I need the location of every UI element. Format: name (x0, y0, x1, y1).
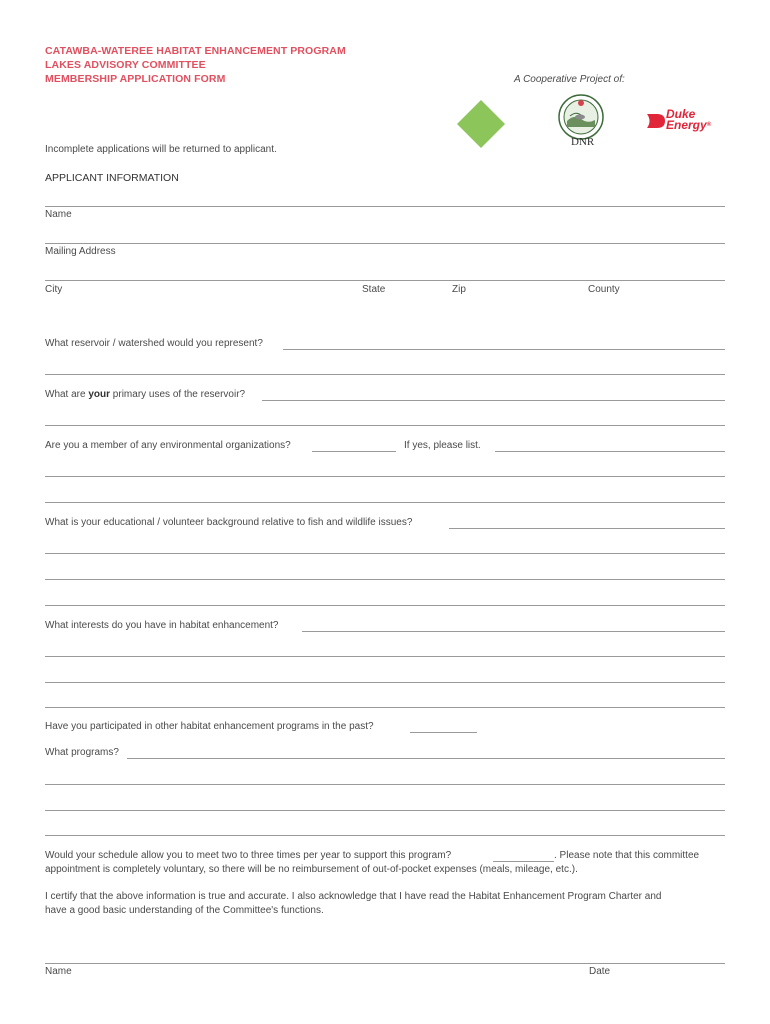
schedule-field[interactable] (493, 848, 554, 860)
background-question: What is your educational / volunteer background relative to fish and wildlife issues? (45, 517, 413, 528)
reservoir-question: What reservoir / watershed would you represent? (45, 338, 263, 349)
incomplete-notice: Incomplete applications will be returned to applicant. (45, 144, 277, 155)
programs-line (127, 758, 725, 759)
section-title: APPLICANT INFORMATION (45, 172, 179, 184)
programs-field-2[interactable] (45, 771, 725, 783)
certify-text-2: have a good basic understanding of the Committee's functions. (45, 905, 324, 916)
background-field-3[interactable] (45, 566, 725, 578)
uses-question: What are your primary uses of the reservoir? (45, 389, 246, 400)
reservoir-field-2[interactable] (45, 361, 725, 373)
org-list-line-2 (45, 476, 725, 477)
signature-name-field[interactable] (45, 950, 575, 962)
participated-field[interactable] (410, 719, 477, 731)
mailing-address-field[interactable] (45, 230, 725, 242)
signature-date-field[interactable] (589, 950, 725, 962)
schedule-line (493, 861, 554, 862)
background-line-3 (45, 579, 725, 580)
interests-field-2[interactable] (45, 643, 725, 655)
interests-field[interactable] (302, 618, 725, 630)
interests-line-2 (45, 656, 725, 657)
background-field[interactable] (449, 515, 725, 527)
programs-line-4 (45, 835, 725, 836)
county-field[interactable] (588, 267, 725, 279)
duke-energy-flame-icon (643, 110, 667, 132)
mailing-address-line (45, 243, 725, 244)
programs-field[interactable] (127, 745, 725, 757)
interests-line (302, 631, 725, 632)
background-line-2 (45, 553, 725, 554)
name-label: Name (45, 209, 72, 220)
if-yes-label: If yes, please list. (404, 440, 481, 451)
dnr-seal-icon (558, 94, 604, 140)
interests-field-4[interactable] (45, 694, 725, 706)
mailing-address-label: Mailing Address (45, 246, 116, 257)
cooperative-label: A Cooperative Project of: (514, 74, 625, 85)
member-answer-field[interactable] (312, 438, 396, 450)
green-diamond-logo (457, 100, 505, 148)
form-title: MEMBERSHIP APPLICATION FORM (45, 73, 226, 85)
interests-field-3[interactable] (45, 669, 725, 681)
org-list-field-2[interactable] (45, 463, 725, 475)
org-list-field-3[interactable] (45, 489, 725, 501)
participated-question: Have you participated in other habitat enhancement programs in the past? (45, 721, 374, 732)
background-line-4 (45, 605, 725, 606)
interests-line-3 (45, 682, 725, 683)
reservoir-field[interactable] (283, 336, 725, 348)
certify-text: I certify that the above information is true and accurate. I also acknowledge that I have read the Habitat Enhancement Program Charter and (45, 891, 662, 902)
programs-field-4[interactable] (45, 822, 725, 834)
member-answer-line (312, 451, 396, 452)
org-list-line (495, 451, 725, 452)
background-field-4[interactable] (45, 592, 725, 604)
name-field[interactable] (45, 193, 725, 205)
programs-line-3 (45, 810, 725, 811)
member-question: Are you a member of any environmental organizations? (45, 440, 291, 451)
reservoir-line (283, 349, 725, 350)
uses-line-2 (45, 425, 725, 426)
participated-line (410, 732, 477, 733)
state-field[interactable] (362, 267, 450, 279)
state-label: State (362, 284, 386, 295)
zip-field[interactable] (452, 267, 586, 279)
uses-line (262, 400, 725, 401)
programs-line-2 (45, 784, 725, 785)
uses-field-2[interactable] (45, 412, 725, 424)
org-list-line-3 (45, 502, 725, 503)
background-field-2[interactable] (45, 540, 725, 552)
city-line (45, 280, 725, 281)
energy-text: Energy® (666, 118, 712, 132)
signature-name-label: Name (45, 966, 72, 977)
schedule-note-2: appointment is completely voluntary, so there will be no reimbursement of out-of-pocket expenses (meals, mileage, etc.). (45, 864, 578, 875)
uses-field[interactable] (262, 387, 725, 399)
programs-field-3[interactable] (45, 797, 725, 809)
committee-title: LAKES ADVISORY COMMITTEE (45, 59, 206, 71)
county-label: County (588, 284, 620, 295)
dnr-label: DNR (571, 136, 595, 148)
duke-energy-logo (666, 109, 711, 131)
duke-text: Duke (666, 107, 696, 121)
interests-line-4 (45, 707, 725, 708)
program-title: CATAWBA-WATEREE HABITAT ENHANCEMENT PROGRAM (45, 45, 346, 57)
interests-question: What interests do you have in habitat enhancement? (45, 620, 279, 631)
programs-question: What programs? (45, 747, 119, 758)
signature-line (45, 963, 725, 964)
reservoir-line-2 (45, 374, 725, 375)
city-label: City (45, 284, 63, 295)
signature-date-label: Date (589, 966, 611, 977)
city-field[interactable] (45, 267, 360, 279)
zip-label: Zip (452, 284, 466, 295)
org-list-field[interactable] (495, 438, 725, 450)
background-line (449, 528, 725, 529)
name-line (45, 206, 725, 207)
schedule-question: Would your schedule allow you to meet two to three times per year to support this program? (45, 850, 452, 861)
schedule-note: . Please note that this committee (554, 850, 700, 861)
